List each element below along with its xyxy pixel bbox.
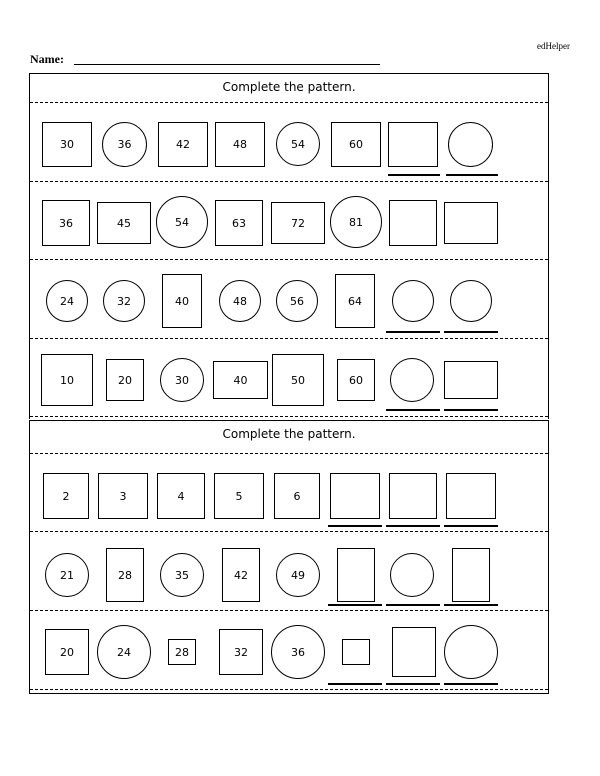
answer-circle[interactable]	[448, 122, 493, 167]
answer-square[interactable]	[337, 548, 375, 602]
answer-line	[444, 409, 498, 411]
row-divider	[30, 453, 548, 454]
answer-line	[386, 409, 440, 411]
pattern-circle: 36	[102, 122, 147, 167]
name-field[interactable]	[74, 64, 380, 65]
pattern-circle: 36	[271, 625, 325, 679]
row-divider	[30, 531, 548, 532]
pattern-square: 63	[215, 200, 263, 246]
answer-circle[interactable]	[392, 280, 434, 322]
page-bottom-border	[29, 693, 549, 694]
answer-square[interactable]	[342, 639, 370, 665]
pattern-square: 64	[335, 274, 375, 328]
pattern-section-2	[29, 420, 549, 693]
row-divider	[30, 338, 548, 339]
pattern-circle: 24	[46, 280, 88, 322]
row-divider	[30, 259, 548, 260]
pattern-circle: 56	[276, 280, 318, 322]
answer-square[interactable]	[330, 473, 380, 519]
pattern-square: 6	[274, 473, 320, 519]
pattern-square: 20	[45, 629, 89, 675]
row-divider	[30, 102, 548, 103]
section-title: Complete the pattern.	[222, 80, 356, 94]
section-title: Complete the pattern.	[222, 427, 356, 441]
pattern-circle: 54	[276, 122, 320, 166]
answer-square[interactable]	[388, 122, 438, 167]
pattern-square: 4	[157, 473, 205, 519]
pattern-square: 5	[214, 473, 264, 519]
pattern-square: 50	[272, 354, 324, 406]
pattern-square: 28	[168, 639, 196, 665]
answer-circle[interactable]	[390, 358, 434, 402]
pattern-square: 36	[42, 200, 90, 246]
pattern-square: 60	[331, 122, 381, 167]
pattern-square: 3	[98, 473, 148, 519]
answer-line	[446, 174, 498, 176]
pattern-square: 32	[219, 629, 263, 675]
pattern-circle: 48	[219, 280, 261, 322]
pattern-circle: 24	[97, 625, 151, 679]
answer-line	[444, 331, 498, 333]
answer-line	[386, 525, 440, 527]
answer-square[interactable]	[392, 627, 436, 677]
pattern-square: 30	[42, 122, 92, 167]
name-label: Name:	[30, 52, 64, 66]
answer-line	[444, 604, 498, 606]
pattern-square: 10	[41, 354, 93, 406]
answer-circle[interactable]	[450, 280, 492, 322]
row-divider	[30, 416, 548, 417]
pattern-circle: 30	[160, 358, 204, 402]
answer-square[interactable]	[446, 473, 496, 519]
pattern-square: 42	[158, 122, 208, 167]
answer-line	[328, 683, 382, 685]
pattern-square: 2	[43, 473, 89, 519]
pattern-square: 20	[106, 359, 144, 401]
answer-line	[328, 604, 382, 606]
pattern-square: 72	[271, 202, 325, 244]
answer-square[interactable]	[389, 473, 437, 519]
answer-square[interactable]	[389, 200, 437, 246]
pattern-circle: 35	[160, 553, 204, 597]
answer-circle[interactable]	[444, 625, 498, 679]
answer-circle[interactable]	[390, 553, 434, 597]
answer-line	[444, 525, 498, 527]
pattern-square: 40	[213, 361, 268, 399]
answer-line	[386, 331, 440, 333]
answer-line	[388, 174, 440, 176]
pattern-circle: 54	[156, 196, 208, 248]
pattern-circle: 81	[330, 196, 382, 248]
answer-line	[444, 683, 498, 685]
pattern-section-1	[29, 73, 549, 419]
pattern-square: 48	[215, 122, 265, 167]
row-divider	[30, 689, 548, 690]
answer-line	[328, 525, 382, 527]
pattern-circle: 32	[103, 280, 145, 322]
answer-line	[386, 683, 440, 685]
pattern-square: 42	[222, 548, 260, 602]
pattern-square: 28	[106, 548, 144, 602]
pattern-square: 45	[97, 202, 151, 244]
answer-square[interactable]	[452, 548, 490, 602]
row-divider	[30, 610, 548, 611]
answer-line	[386, 604, 440, 606]
row-divider	[30, 181, 548, 182]
pattern-circle: 21	[45, 553, 89, 597]
answer-square[interactable]	[444, 361, 498, 399]
pattern-square: 60	[337, 359, 375, 401]
pattern-square: 40	[162, 274, 202, 328]
pattern-circle: 49	[276, 553, 320, 597]
answer-square[interactable]	[444, 202, 498, 244]
brand-label: edHelper	[537, 41, 570, 51]
